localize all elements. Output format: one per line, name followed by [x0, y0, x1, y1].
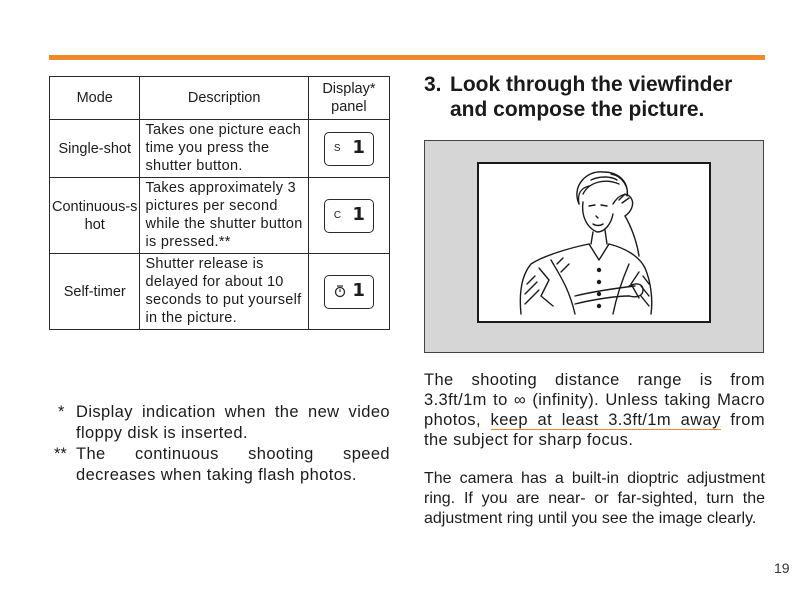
distance-highlight: keep at least 3.3ft/1m away	[490, 411, 721, 429]
display-panel-cell	[308, 178, 389, 254]
woman-portrait-illustration	[479, 164, 709, 321]
dioptric-paragraph: The camera has a built-in dioptric adjustment ring. If you are near- or far-sighted, turn the adjustment ring until you see the image clearly.	[424, 470, 765, 527]
header-display-panel	[308, 77, 389, 120]
mode-table	[49, 76, 390, 330]
distance-text-part2: from the subject for sharp focus.	[424, 411, 765, 449]
lcd-mode-symbol: S	[333, 142, 341, 154]
display-panel-cell	[308, 120, 389, 178]
distance-text-part1: The shooting distance range is from 3.3ft/1m to ∞ (infinity). Unless taking Macro photos,	[424, 371, 765, 429]
header-mode: Mode	[50, 77, 140, 120]
footnotes	[54, 402, 390, 486]
lcd-display	[324, 199, 374, 233]
table-row	[50, 254, 390, 330]
section-number: 3.	[424, 73, 442, 96]
footnote-text: The continuous shooting speed decreases when taking flash photos.	[76, 445, 390, 484]
table-row	[50, 178, 390, 254]
section-title-line2: and compose the picture.	[450, 98, 705, 121]
lcd-frame-count: 1	[352, 136, 365, 158]
viewfinder-frame	[477, 162, 711, 323]
description-cell: Takes one picture each time you press the shutter button.	[140, 120, 308, 178]
self-timer-icon	[333, 284, 347, 298]
description-cell: Shutter release is delayed for about 10 seconds to put yourself in the picture.	[140, 254, 308, 330]
page-number: 19	[774, 560, 790, 576]
display-panel-cell	[308, 254, 389, 330]
section-heading	[424, 72, 769, 122]
lcd-display	[324, 132, 374, 166]
lcd-frame-count: 1	[352, 279, 365, 301]
mode-cell: Single-shot	[50, 120, 140, 178]
header-display-panel-label: Display* panel	[322, 81, 376, 115]
mode-cell: Self-timer	[50, 254, 140, 330]
distance-paragraph	[424, 370, 765, 450]
footnote	[54, 402, 390, 444]
table-header-row	[50, 77, 390, 120]
lcd-mode-symbol: C	[333, 209, 342, 221]
footnote-marker: *	[58, 403, 65, 421]
table-row	[50, 120, 390, 178]
description-cell: Takes approximately 3 pictures per second while the shutter button is pressed.**	[140, 178, 308, 254]
section-title-line1: Look through the viewfinder	[450, 73, 733, 96]
footnote-marker: **	[54, 445, 67, 463]
footnote	[54, 444, 390, 486]
lcd-display	[324, 275, 374, 309]
lcd-frame-count: 1	[352, 203, 365, 225]
accent-bar	[49, 55, 765, 60]
header-description: Description	[140, 77, 308, 120]
mode-cell: Continuous-shot	[50, 178, 140, 254]
viewfinder-illustration	[424, 140, 764, 353]
footnote-text: Display indication when the new video floppy disk is inserted.	[76, 403, 390, 442]
